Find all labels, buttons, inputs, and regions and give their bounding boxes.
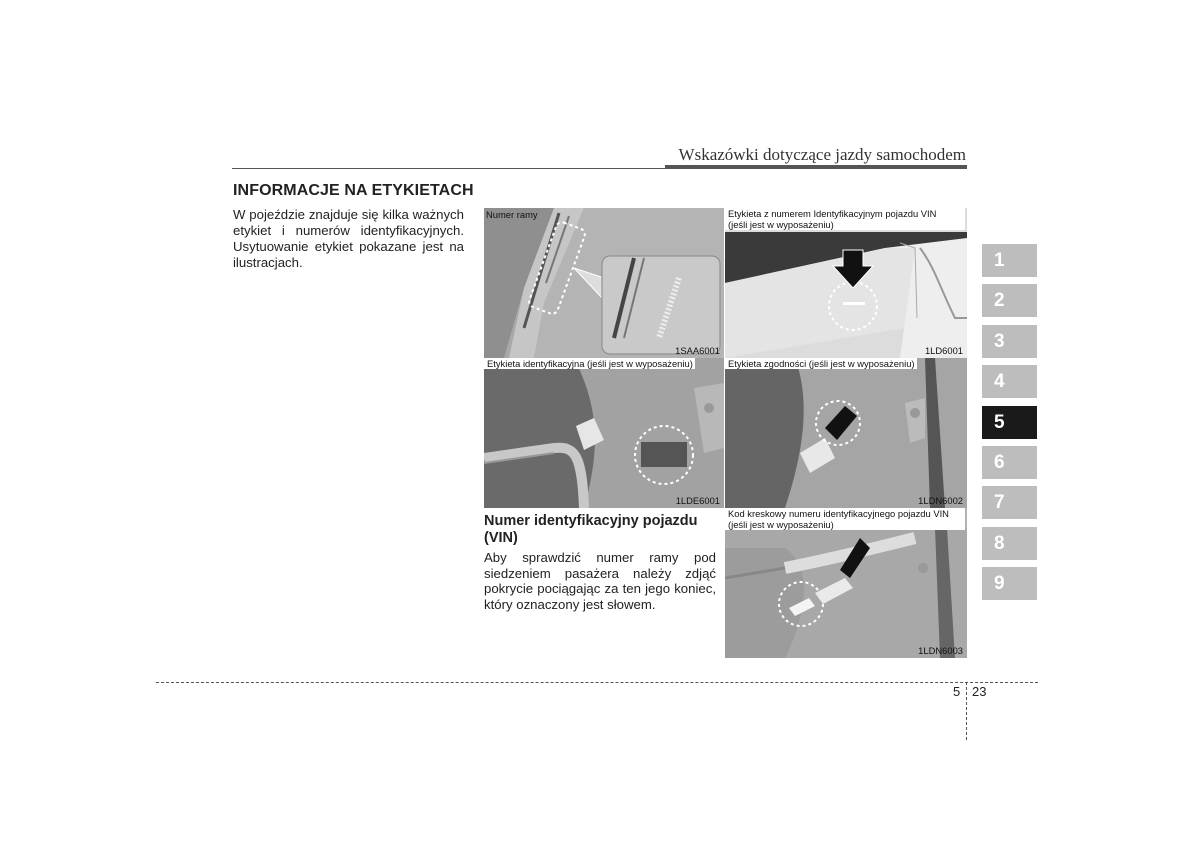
figure-code: 1LD6001 [924, 345, 963, 356]
chapter-tab-7[interactable]: 7 [982, 486, 1037, 519]
figure-code: 1LDN6003 [918, 645, 963, 656]
figure-caption: Etykieta identyfikacyjna (jeśli jest w wyposażeniu) [484, 358, 695, 369]
footer-divider [966, 682, 967, 740]
vin-barcode-illustration [725, 508, 967, 658]
intro-paragraph: W pojeździe znajduje się kilka ważnych etykiet i numerów identyfikacyjnych. Usytuowanie etykiet pokazane jest na ilustracjach. [233, 207, 464, 270]
figure-compliance-label [725, 358, 967, 508]
section-heading: INFORMACJE NA ETYKIETACH [233, 182, 474, 199]
chapter-tab-9[interactable]: 9 [982, 567, 1037, 600]
chapter-tab-8[interactable]: 8 [982, 527, 1037, 560]
frame-number-illustration [484, 208, 724, 358]
chapter-tab-3[interactable]: 3 [982, 325, 1037, 358]
header-rule [232, 168, 668, 169]
vin-paragraph: Aby sprawdzić numer ramy pod siedzeniem pasażera należy zdjąć pokrycie pociągając za ten jego koniec, który oznaczony jest słowem. [484, 550, 716, 612]
footer-chapter-number: 5 [953, 684, 961, 699]
chapter-tab-1[interactable]: 1 [982, 244, 1037, 277]
figure-id-label [484, 358, 724, 508]
figure-code: 1LDE6001 [675, 495, 720, 506]
chapter-tab-2[interactable]: 2 [982, 284, 1037, 317]
id-label-illustration [484, 358, 724, 508]
vin-heading: Numer identyfikacyjny pojazdu (VIN) [484, 513, 698, 546]
chapter-tab-4[interactable]: 4 [982, 365, 1037, 398]
vin-label-illustration [725, 208, 967, 358]
figure-vin-label [725, 208, 967, 358]
chapter-tab-6[interactable]: 6 [982, 446, 1037, 479]
chapter-tab-5[interactable]: 5 [982, 406, 1037, 439]
running-header: Wskazówki dotyczące jazdy samochodem [678, 145, 966, 164]
figure-caption: Etykieta zgodności (jeśli jest w wyposażeniu) [725, 358, 917, 369]
footer-page-number: 23 [972, 684, 987, 699]
figure-code: 1LDN6002 [918, 495, 963, 506]
figure-code: 1SAA6001 [675, 345, 720, 356]
figure-caption: Numer ramy [486, 209, 538, 220]
figure-vin-barcode [725, 508, 967, 658]
header-rule-bold [665, 165, 967, 169]
figure-caption: Etykieta z numerem Identyfikacyjnym pojazdu VIN (jeśli jest w wyposażeniu) [725, 208, 965, 230]
figure-caption: Kod kreskowy numeru identyfikacyjnego pojazdu VIN (jeśli jest w wyposażeniu) [725, 508, 965, 530]
chapter-tabs [982, 244, 1037, 608]
compliance-label-illustration [725, 358, 967, 508]
figure-frame-number [484, 208, 724, 358]
footer-rule [156, 682, 1038, 683]
